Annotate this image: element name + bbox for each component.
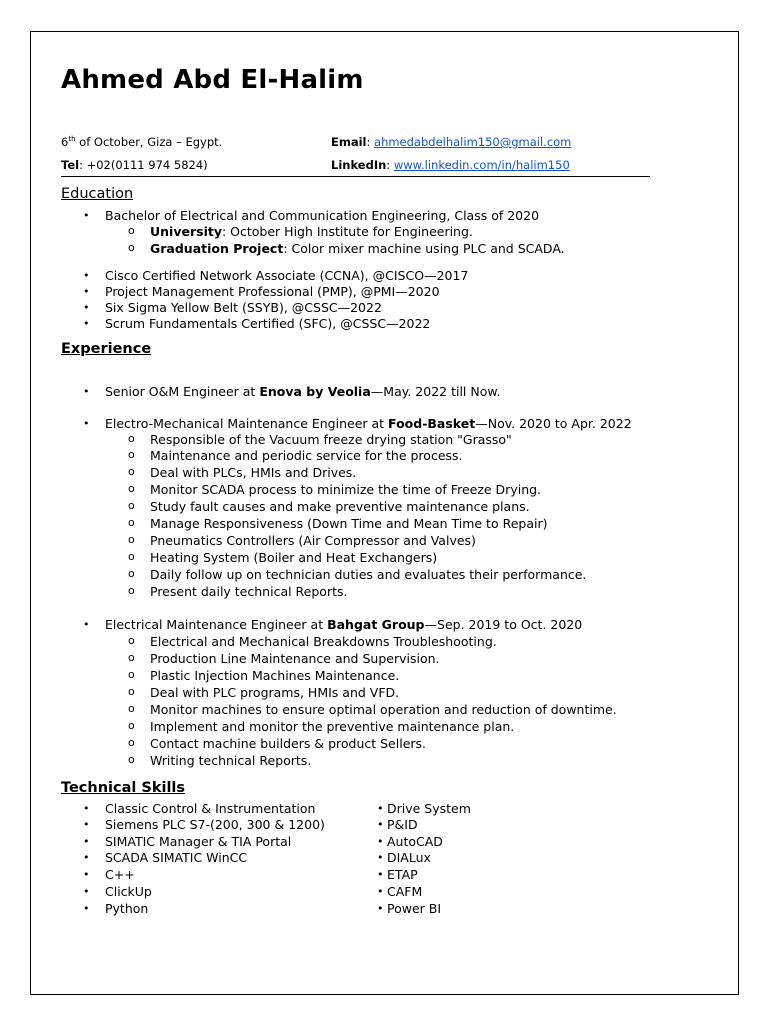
- skills-heading: Technical Skills: [61, 780, 186, 796]
- header-divider: [61, 176, 650, 177]
- contact-row-1: [61, 135, 650, 149]
- linkedin: LinkedIn: www.linkedin.com/in/halim150: [331, 158, 570, 172]
- email: Email: ahmedabdelhalim150@gmail.com: [331, 135, 572, 149]
- candidate-name: Ahmed Abd El-Halim: [61, 65, 364, 95]
- address: 6th of October, Giza – Egypt.: [61, 135, 223, 149]
- experience-heading: Experience: [61, 341, 152, 357]
- contact-row-2: [61, 158, 650, 172]
- telephone: Tel: +02(0111 974 5824): [61, 158, 208, 172]
- linkedin-link[interactable]: www.linkedin.com/in/halim150: [393, 158, 570, 172]
- email-link[interactable]: ahmedabdelhalim150@gmail.com: [374, 135, 572, 149]
- education-heading: Education: [61, 186, 134, 202]
